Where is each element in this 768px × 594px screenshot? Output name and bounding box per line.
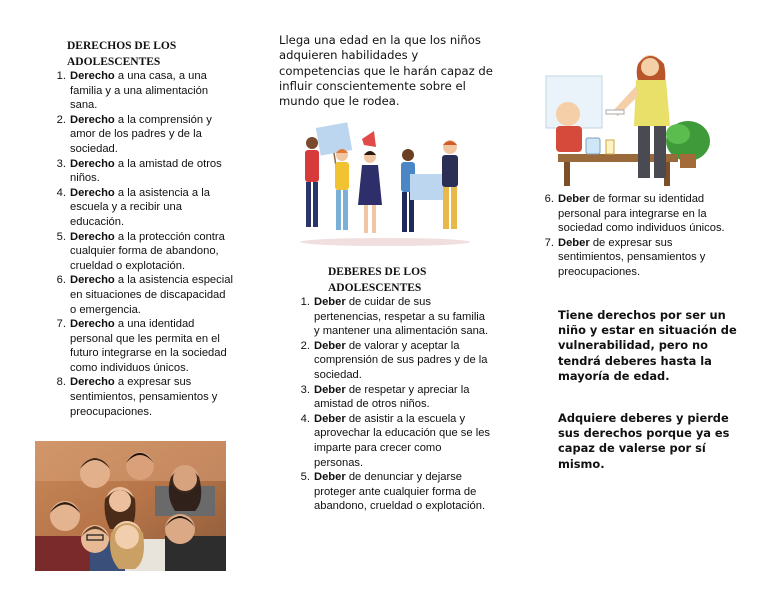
deberes-heading: DEBERES DE LOS ADOLESCENTES xyxy=(328,266,427,294)
list-item: 6. Derecho a la asistencia especial en situaciones de discapacidad o emergencia. xyxy=(56,274,233,316)
teenagers-photo xyxy=(35,441,226,571)
list-item: 1. Derecho a una casa, a una familia y a una alimentación sana. xyxy=(56,70,209,112)
list-item: 5. Deber de denunciar y dejarse proteger ante cualquier forma de abandono, crueldad o explotación. xyxy=(300,471,486,513)
list-item: 8. Derecho a expresar sus sentimientos, pensamientos y preocupaciones. xyxy=(56,376,218,418)
list-item: 2. Derecho a la comprensión y amor de los padres y de la sociedad. xyxy=(56,113,212,155)
list-item: 4. Deber de asistir a la escuela y aprovechar la educación que se les imparte para crecer como personas. xyxy=(300,412,491,469)
list-item: 7. Deber de expresar sus sentimientos, pensamientos y preocupaciones. xyxy=(544,236,706,278)
derechos-heading: DERECHOS DE LOS ADOLESCENTES xyxy=(67,40,177,68)
derechos-list xyxy=(52,69,234,419)
list-item: 3. Derecho a la amistad de otros niños. xyxy=(56,157,222,185)
intro-paragraph: Llega una edad en la que los niños adquieren habilidades y competencias que le harán capaz de influir conscientemente sobre el mundo que le rodea. xyxy=(279,33,493,109)
family-breakfast-illustration xyxy=(538,46,718,186)
list-item: 3. Deber de respetar y apreciar la amistad de otros niños. xyxy=(300,383,470,411)
note-acquire-duties: Adquiere deberes y pierde sus derechos porque ya es capaz de valerse por sí mismo. xyxy=(558,411,730,471)
list-item: 5. Derecho a la protección contra cualquier forma de abandono, crueldad o explotación. xyxy=(56,230,225,272)
youth-signs-illustration xyxy=(290,117,480,247)
deberes-list-continued xyxy=(540,192,740,280)
list-item: 6. Deber de formar su identidad personal para integrarse en la sociedad como individuos únicos. xyxy=(544,193,725,235)
deberes-list xyxy=(296,295,490,514)
list-item: 4. Derecho a la asistencia a la escuela y a recibir una educación. xyxy=(56,186,210,228)
list-item: 1. Deber de cuidar de sus pertenencias, respetar a su familia y mantener una alimentación sana. xyxy=(300,296,489,338)
list-item: 2. Deber de valorar y aceptar la comprensión de sus padres y de la sociedad. xyxy=(300,339,488,381)
note-rights-until-adulthood: Tiene derechos por ser un niño y estar en situación de vulnerabilidad, pero no tendrá deberes hasta la mayoría de edad. xyxy=(558,308,737,383)
list-item: 7. Derecho a una identidad personal que les permita en el futuro integrarse en la sociedad como individuos únicos. xyxy=(56,318,227,374)
